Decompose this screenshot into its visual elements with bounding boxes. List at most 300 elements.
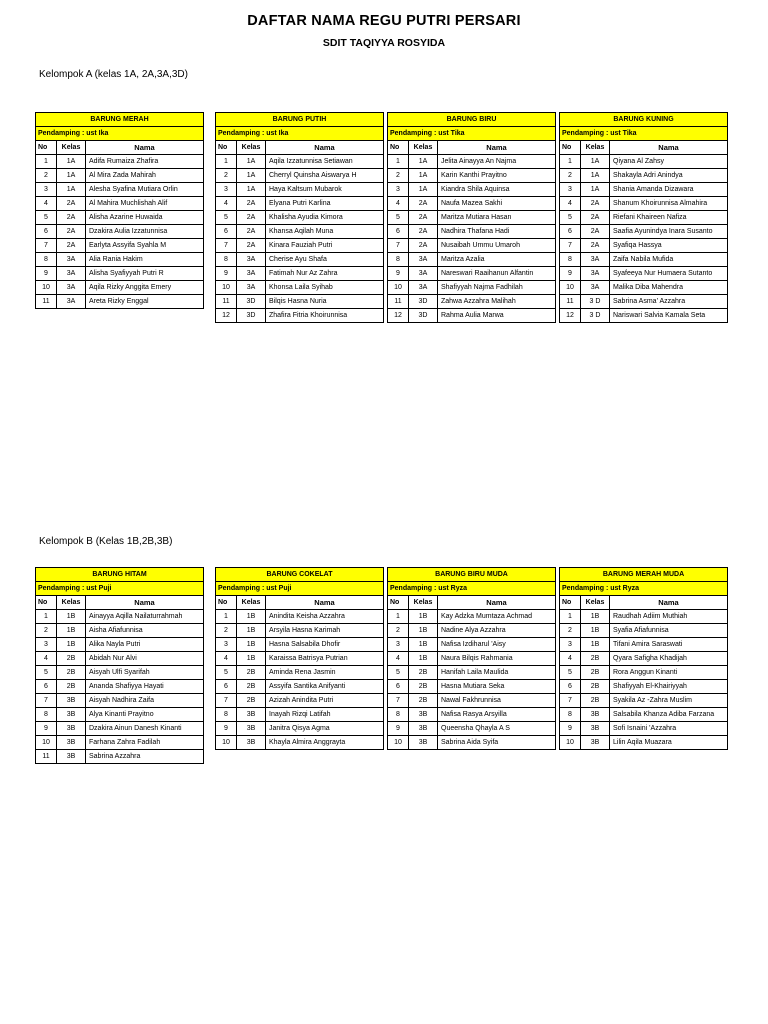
cell-kelas: 2A [57, 225, 86, 239]
cell-nama: Khonsa Laila Syihab [266, 281, 384, 295]
cell-kelas: 3D [409, 295, 438, 309]
cell-kelas: 3B [409, 722, 438, 736]
cell-kelas: 3A [57, 281, 86, 295]
cell-no: 10 [388, 281, 409, 295]
cell-no: 10 [560, 736, 581, 750]
cell-no: 6 [216, 680, 237, 694]
cell-no: 8 [216, 708, 237, 722]
cell-no: 7 [216, 694, 237, 708]
table-row [560, 211, 728, 225]
table-row [388, 281, 556, 295]
cell-nama: Shania Amanda Dizawara [610, 183, 728, 197]
cell-no: 7 [36, 239, 57, 253]
cell-nama: Al Mira Zada Mahirah [86, 169, 204, 183]
cell-nama: Alia Rania Hakim [86, 253, 204, 267]
table-row [36, 239, 204, 253]
table-row [560, 183, 728, 197]
cell-no: 5 [560, 211, 581, 225]
cell-kelas: 3 D [581, 309, 610, 323]
cell-kelas: 1A [237, 183, 266, 197]
pendamping-label: Pendamping : ust Tika [560, 127, 728, 141]
barung-name-row [216, 113, 384, 127]
barung-name: BARUNG BIRU [388, 113, 556, 127]
table-row [36, 267, 204, 281]
cell-nama: Adifa Rumaiza Zhafira [86, 155, 204, 169]
cell-nama: Anindita Keisha Azzahra [266, 610, 384, 624]
cell-nama: Hasna Mutiara Seka [438, 680, 556, 694]
table-row [36, 750, 204, 764]
cell-kelas: 2A [237, 197, 266, 211]
cell-kelas: 2A [57, 211, 86, 225]
cell-kelas: 3B [57, 708, 86, 722]
barung-name-row [388, 113, 556, 127]
cell-no: 11 [560, 295, 581, 309]
cell-nama: Kay Adzka Mumtaza Achmad [438, 610, 556, 624]
cell-kelas: 1B [57, 610, 86, 624]
cell-nama: Shafiyyah El-Khairiyyah [610, 680, 728, 694]
cell-no: 2 [216, 169, 237, 183]
cell-no: 8 [388, 708, 409, 722]
table-row [36, 666, 204, 680]
table-row [216, 722, 384, 736]
pendamping-label: Pendamping : ust Ika [36, 127, 204, 141]
table-row [560, 295, 728, 309]
cell-nama: Aisha Afiafunnisa [86, 624, 204, 638]
cell-nama: Zhafira Fitria Khoirunnisa [266, 309, 384, 323]
cell-no: 5 [36, 211, 57, 225]
cell-kelas: 1A [581, 183, 610, 197]
cell-nama: Earlyta Assyifa Syahla M [86, 239, 204, 253]
table-row [560, 267, 728, 281]
cell-kelas: 2B [409, 694, 438, 708]
cell-nama: Assyifa Santika Anifyanti [266, 680, 384, 694]
cell-no: 10 [388, 736, 409, 750]
barung-name-row [36, 568, 204, 582]
cell-nama: Syafeeya Nur Humaera Sutanto [610, 267, 728, 281]
cell-nama: Hanifah Laila Maulida [438, 666, 556, 680]
cell-no: 5 [36, 666, 57, 680]
column-header-no: No [36, 596, 57, 610]
barung-table [35, 567, 204, 764]
column-header-no: No [388, 141, 409, 155]
cell-nama: Azizah Anindita Putri [266, 694, 384, 708]
cell-kelas: 3A [581, 253, 610, 267]
cell-no: 9 [388, 267, 409, 281]
cell-nama: Nawal Fakhrunnisa [438, 694, 556, 708]
cell-no: 4 [560, 652, 581, 666]
table-row [36, 225, 204, 239]
column-header-nama: Nama [86, 141, 204, 155]
cell-kelas: 2B [581, 680, 610, 694]
cell-no: 3 [36, 183, 57, 197]
pendamping-row [36, 582, 204, 596]
cell-nama: Kinara Fauziah Putri [266, 239, 384, 253]
barung-table [559, 567, 728, 750]
cell-nama: Qiyana Al Zahsy [610, 155, 728, 169]
cell-nama: Kiandra Shila Aquinsa [438, 183, 556, 197]
pendamping-row [216, 582, 384, 596]
table-row [216, 225, 384, 239]
table-row [388, 694, 556, 708]
cell-kelas: 3A [409, 253, 438, 267]
cell-kelas: 2B [57, 652, 86, 666]
cell-nama: Sofi Isnaini 'Azzahra [610, 722, 728, 736]
table-row [388, 169, 556, 183]
cell-nama: Malika Diba Mahendra [610, 281, 728, 295]
cell-nama: Saafia Ayunindya Inara Susanto [610, 225, 728, 239]
table-row [216, 610, 384, 624]
table-row [216, 267, 384, 281]
table-row [388, 225, 556, 239]
cell-kelas: 3B [581, 736, 610, 750]
barung-name: BARUNG COKELAT [216, 568, 384, 582]
cell-no: 8 [388, 253, 409, 267]
table-row [36, 610, 204, 624]
cell-kelas: 1B [409, 610, 438, 624]
cell-no: 9 [216, 722, 237, 736]
cell-no: 1 [388, 610, 409, 624]
cell-kelas: 1B [237, 610, 266, 624]
column-header-nama: Nama [266, 596, 384, 610]
cell-nama: Sabrina Azzahra [86, 750, 204, 764]
cell-no: 2 [388, 169, 409, 183]
cell-kelas: 2A [237, 225, 266, 239]
table-row [388, 211, 556, 225]
cell-nama: Hasna Salsabila Dhofir [266, 638, 384, 652]
cell-kelas: 1B [57, 638, 86, 652]
cell-nama: Sabrina Aida Syifa [438, 736, 556, 750]
cell-nama: Queensha Qhayla A S [438, 722, 556, 736]
cell-no: 4 [216, 197, 237, 211]
barung-table [559, 112, 728, 323]
barung-table [387, 567, 556, 750]
table-row [560, 708, 728, 722]
pendamping-row [36, 127, 204, 141]
table-row [36, 155, 204, 169]
cell-nama: Jelita Ainayya An Najma [438, 155, 556, 169]
cell-no: 12 [560, 309, 581, 323]
cell-nama: Qyara Safigha Khadijah [610, 652, 728, 666]
cell-nama: Rora Anggun Kinanti [610, 666, 728, 680]
table-row [560, 169, 728, 183]
cell-no: 9 [388, 722, 409, 736]
cell-nama: Arsyila Hasna Karimah [266, 624, 384, 638]
cell-no: 4 [388, 197, 409, 211]
cell-no: 1 [560, 610, 581, 624]
table-row [36, 169, 204, 183]
pendamping-row [216, 127, 384, 141]
cell-kelas: 2B [57, 680, 86, 694]
cell-nama: Nareswari Raaihanun Alfantin [438, 267, 556, 281]
cell-no: 1 [388, 155, 409, 169]
table-row [388, 197, 556, 211]
column-header-nama: Nama [610, 596, 728, 610]
group-b-label: Kelompok B (Kelas 1B,2B,3B) [39, 536, 173, 547]
cell-nama: Nusaibah Ummu Umaroh [438, 239, 556, 253]
barung-name: BARUNG KUNING [560, 113, 728, 127]
table-row [216, 211, 384, 225]
cell-no: 9 [36, 722, 57, 736]
barung-name-row [560, 113, 728, 127]
cell-kelas: 2A [57, 197, 86, 211]
cell-nama: Dzakira Ainun Danesh Kinanti [86, 722, 204, 736]
table-row [36, 736, 204, 750]
barung-table [35, 112, 204, 309]
pendamping-label: Pendamping : ust Ika [216, 127, 384, 141]
column-header-no: No [216, 141, 237, 155]
column-header-nama: Nama [438, 596, 556, 610]
cell-no: 10 [36, 281, 57, 295]
cell-kelas: 1A [57, 169, 86, 183]
table-row [560, 253, 728, 267]
cell-kelas: 1A [581, 169, 610, 183]
cell-nama: Ananda Shafiyya Hayati [86, 680, 204, 694]
cell-nama: Khansa Aqilah Muna [266, 225, 384, 239]
table-row [216, 708, 384, 722]
table-row [388, 624, 556, 638]
cell-no: 7 [388, 694, 409, 708]
column-header-kelas: Kelas [57, 141, 86, 155]
cell-nama: Elyana Putri Karlina [266, 197, 384, 211]
table-row [560, 309, 728, 323]
cell-kelas: 2A [237, 211, 266, 225]
cell-kelas: 3B [237, 736, 266, 750]
cell-nama: Sabrina Asma' Azzahra [610, 295, 728, 309]
column-header-row [36, 596, 204, 610]
cell-nama: Haya Kaltsum Mubarok [266, 183, 384, 197]
cell-no: 3 [36, 638, 57, 652]
table-row [388, 155, 556, 169]
column-header-row [560, 141, 728, 155]
barung-name: BARUNG MERAH [36, 113, 204, 127]
cell-kelas: 2B [57, 666, 86, 680]
table-row [216, 155, 384, 169]
cell-kelas: 2A [581, 211, 610, 225]
table-row [388, 309, 556, 323]
table-row [36, 680, 204, 694]
cell-no: 6 [36, 680, 57, 694]
cell-no: 6 [36, 225, 57, 239]
cell-kelas: 3B [237, 722, 266, 736]
cell-nama: Alesha Syafina Mutiara Orlin [86, 183, 204, 197]
cell-kelas: 1B [57, 624, 86, 638]
column-header-kelas: Kelas [57, 596, 86, 610]
cell-no: 7 [560, 694, 581, 708]
cell-no: 3 [216, 183, 237, 197]
cell-nama: Nadine Alya Azzahra [438, 624, 556, 638]
table-row [216, 239, 384, 253]
cell-no: 5 [560, 666, 581, 680]
cell-no: 10 [560, 281, 581, 295]
cell-no: 8 [560, 708, 581, 722]
cell-nama: Syakila Az -Zahra Muslim [610, 694, 728, 708]
table-row [216, 652, 384, 666]
table-row [216, 624, 384, 638]
cell-no: 2 [36, 624, 57, 638]
cell-nama: Syafia Afiafunnisa [610, 624, 728, 638]
cell-no: 3 [388, 183, 409, 197]
cell-nama: Aqila Izzatunnisa Setiawan [266, 155, 384, 169]
table-row [36, 652, 204, 666]
cell-no: 4 [36, 197, 57, 211]
cell-no: 10 [216, 281, 237, 295]
cell-no: 1 [560, 155, 581, 169]
cell-no: 9 [36, 267, 57, 281]
cell-no: 11 [36, 295, 57, 309]
cell-nama: Zaifa Nabila Mufida [610, 253, 728, 267]
cell-no: 1 [216, 155, 237, 169]
cell-kelas: 2A [409, 197, 438, 211]
cell-kelas: 3B [581, 708, 610, 722]
cell-no: 6 [388, 225, 409, 239]
table-row [36, 211, 204, 225]
cell-nama: Abidah Nur Alvi [86, 652, 204, 666]
cell-kelas: 1A [581, 155, 610, 169]
page-title: DAFTAR NAMA REGU PUTRI PERSARI [247, 13, 521, 29]
cell-kelas: 2A [57, 239, 86, 253]
cell-no: 2 [388, 624, 409, 638]
group-a-label: Kelompok A (kelas 1A, 2A,3A,3D) [39, 69, 188, 80]
table-row [560, 610, 728, 624]
cell-nama: Alika Nayla Putri [86, 638, 204, 652]
cell-nama: Rahma Aulia Marwa [438, 309, 556, 323]
column-header-kelas: Kelas [237, 596, 266, 610]
cell-kelas: 3B [237, 708, 266, 722]
cell-nama: Cherryl Quinsha Aiswarya H [266, 169, 384, 183]
cell-kelas: 1B [581, 610, 610, 624]
table-row [36, 708, 204, 722]
table-row [560, 225, 728, 239]
cell-nama: Aminda Rena Jasmin [266, 666, 384, 680]
cell-nama: Dzakira Aulia Izzatunnisa [86, 225, 204, 239]
cell-nama: Farhana Zahra Fadilah [86, 736, 204, 750]
cell-kelas: 1A [57, 155, 86, 169]
column-header-kelas: Kelas [409, 141, 438, 155]
table-row [560, 239, 728, 253]
table-row [388, 610, 556, 624]
pendamping-row [560, 582, 728, 596]
table-row [388, 680, 556, 694]
cell-kelas: 1B [409, 652, 438, 666]
table-row [216, 281, 384, 295]
cell-nama: Nafisa Rasya Arsyilla [438, 708, 556, 722]
cell-kelas: 3A [57, 253, 86, 267]
barung-name-row [388, 568, 556, 582]
cell-nama: Maritza Mutiara Hasan [438, 211, 556, 225]
cell-kelas: 3A [409, 281, 438, 295]
table-row [36, 197, 204, 211]
cell-nama: Khalisha Ayudia Kimora [266, 211, 384, 225]
cell-kelas: 3A [581, 281, 610, 295]
column-header-nama: Nama [438, 141, 556, 155]
cell-no: 8 [36, 253, 57, 267]
column-header-nama: Nama [610, 141, 728, 155]
cell-no: 4 [560, 197, 581, 211]
pendamping-label: Pendamping : ust Tika [388, 127, 556, 141]
cell-kelas: 2B [237, 666, 266, 680]
cell-nama: Khayla Almira Anggrayta [266, 736, 384, 750]
column-header-kelas: Kelas [581, 141, 610, 155]
cell-nama: Alya Kinanti Prayitno [86, 708, 204, 722]
table-row [560, 736, 728, 750]
cell-nama: Lilin Aqila Muazara [610, 736, 728, 750]
pendamping-row [560, 127, 728, 141]
cell-no: 5 [388, 666, 409, 680]
cell-nama: Aqila Rizky Anggita Emery [86, 281, 204, 295]
table-row [36, 722, 204, 736]
table-row [388, 652, 556, 666]
cell-nama: Karaissa Batrisya Putrian [266, 652, 384, 666]
table-row [388, 638, 556, 652]
cell-kelas: 2B [581, 652, 610, 666]
column-header-row [216, 596, 384, 610]
table-row [36, 638, 204, 652]
cell-no: 5 [216, 666, 237, 680]
cell-nama: Salsabila Khanza Adiba Farzana [610, 708, 728, 722]
table-row [560, 281, 728, 295]
cell-kelas: 2A [237, 239, 266, 253]
barung-name: BARUNG PUTIH [216, 113, 384, 127]
cell-no: 7 [36, 694, 57, 708]
cell-no: 6 [560, 225, 581, 239]
table-row [216, 309, 384, 323]
pendamping-label: Pendamping : ust Ryza [388, 582, 556, 596]
cell-nama: Al Mahira Muchlishah Alif [86, 197, 204, 211]
cell-nama: Nafisa Izdiharul 'Aisy [438, 638, 556, 652]
cell-kelas: 3A [581, 267, 610, 281]
cell-nama: Cherise Ayu Shafa [266, 253, 384, 267]
cell-no: 8 [216, 253, 237, 267]
cell-kelas: 1B [409, 638, 438, 652]
cell-no: 9 [560, 722, 581, 736]
cell-no: 10 [216, 736, 237, 750]
cell-kelas: 2B [237, 694, 266, 708]
cell-kelas: 1B [581, 624, 610, 638]
barung-name-row [560, 568, 728, 582]
cell-no: 4 [216, 652, 237, 666]
table-row [560, 694, 728, 708]
cell-kelas: 2B [581, 666, 610, 680]
column-header-row [36, 141, 204, 155]
cell-nama: Naura Bilqis Rahmania [438, 652, 556, 666]
cell-no: 10 [36, 736, 57, 750]
cell-no: 11 [388, 295, 409, 309]
cell-kelas: 1B [237, 652, 266, 666]
cell-no: 2 [560, 624, 581, 638]
cell-no: 2 [36, 169, 57, 183]
table-row [36, 295, 204, 309]
cell-kelas: 2B [237, 680, 266, 694]
cell-kelas: 1A [409, 155, 438, 169]
table-row [388, 666, 556, 680]
column-header-row [388, 141, 556, 155]
barung-name: BARUNG MERAH MUDA [560, 568, 728, 582]
cell-nama: Raudhah Adiim Muthiah [610, 610, 728, 624]
table-row [216, 197, 384, 211]
cell-kelas: 3B [57, 722, 86, 736]
column-header-kelas: Kelas [581, 596, 610, 610]
pendamping-label: Pendamping : ust Ryza [560, 582, 728, 596]
barung-table [215, 567, 384, 750]
column-header-no: No [560, 141, 581, 155]
cell-kelas: 3D [409, 309, 438, 323]
column-header-nama: Nama [86, 596, 204, 610]
cell-no: 12 [216, 309, 237, 323]
cell-nama: Shanum Khoirunnisa Almahira [610, 197, 728, 211]
cell-no: 3 [388, 638, 409, 652]
cell-no: 9 [560, 267, 581, 281]
cell-kelas: 1A [57, 183, 86, 197]
